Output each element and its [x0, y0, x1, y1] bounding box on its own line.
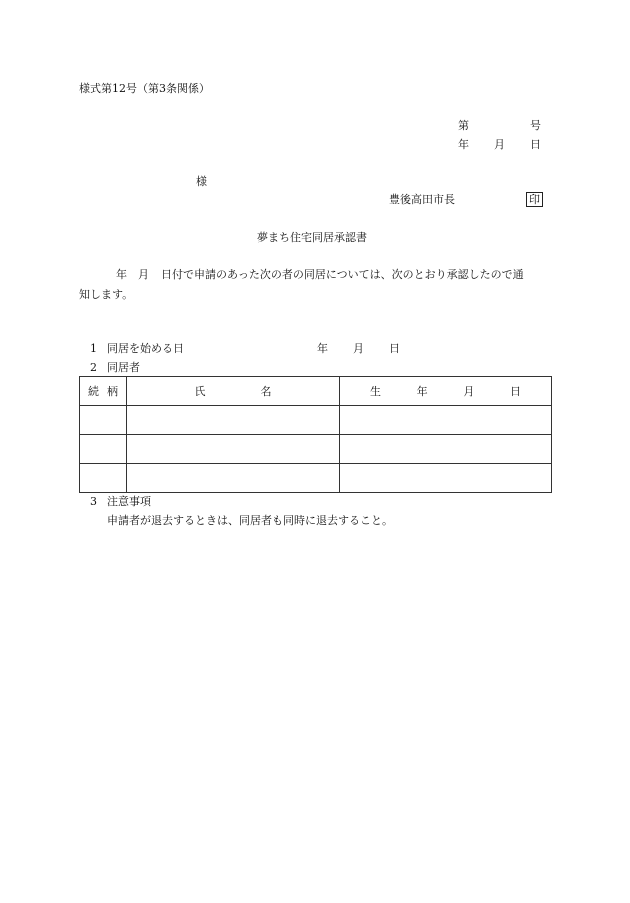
table-header-row [80, 377, 552, 406]
cohabitant-table [79, 376, 552, 493]
cell-relationship[interactable] [80, 464, 127, 493]
table-row [80, 435, 552, 464]
header-name: 氏 名 [127, 377, 340, 406]
cell-relationship[interactable] [80, 435, 127, 464]
table-row [80, 406, 552, 435]
header-birthdate: 生 年 月 日 [340, 377, 552, 406]
seal-mark: 印 [526, 192, 543, 207]
form-number: 様式第12号（第3条関係） [79, 82, 210, 95]
cell-birthdate[interactable] [340, 435, 552, 464]
table-row [80, 464, 552, 493]
date-hi: 日 [530, 138, 541, 151]
cell-birthdate[interactable] [340, 464, 552, 493]
item2-label: 同居者 [107, 361, 140, 374]
cell-relationship[interactable] [80, 406, 127, 435]
cell-name[interactable] [127, 435, 340, 464]
body-date-tsuki: 月 [138, 268, 149, 281]
body-date-nen: 年 [116, 268, 127, 281]
cell-name[interactable] [127, 464, 340, 493]
cell-name[interactable] [127, 406, 340, 435]
date-nen: 年 [458, 138, 469, 151]
item2-number: 2 [90, 361, 97, 374]
addressee-sama: 様 [196, 175, 207, 188]
date-tsuki: 月 [494, 138, 505, 151]
item1-label: 同居を始める日 [107, 342, 184, 355]
item3-number: 3 [90, 495, 97, 508]
item1-tsuki: 月 [353, 342, 364, 355]
body-text-line1: 日付で申請のあった次の者の同居については、次のとおり承認したので通 [161, 268, 524, 281]
body-text-line2: 知します。 [79, 288, 134, 301]
item1-nen: 年 [317, 342, 328, 355]
item1-number: 1 [90, 342, 97, 355]
cell-birthdate[interactable] [340, 406, 552, 435]
document-title: 夢まち住宅同居承認書 [257, 231, 367, 244]
issuer: 豊後高田市長 [389, 193, 455, 206]
doc-no-go: 号 [530, 119, 541, 132]
header-relationship: 続 柄 [80, 377, 127, 406]
item3-text: 申請者が退去するときは、同居者も同時に退去すること。 [107, 514, 393, 527]
item1-hi: 日 [389, 342, 400, 355]
doc-no-dai: 第 [458, 119, 469, 132]
item3-label: 注意事項 [107, 495, 151, 508]
